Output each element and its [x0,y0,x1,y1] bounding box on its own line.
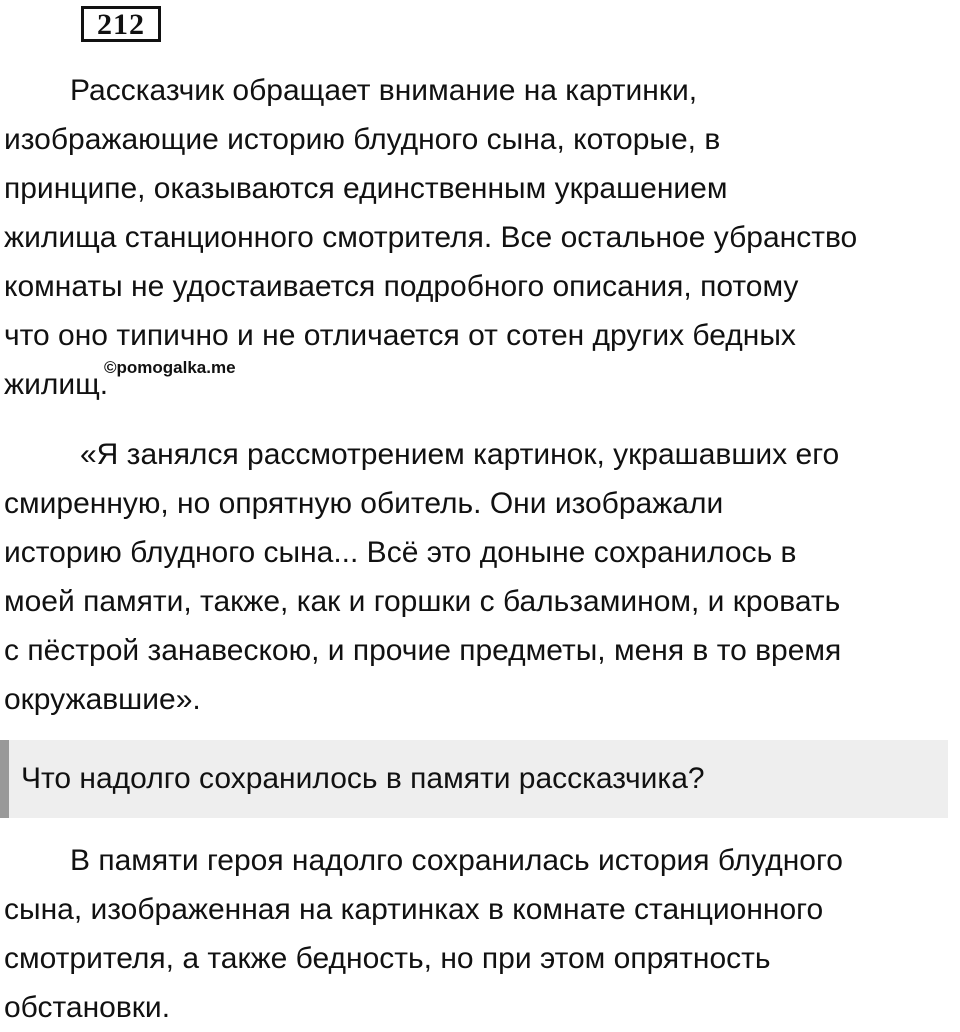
paragraph-line: принципе, оказываются единственным украшением [4,172,728,205]
answer-line: сына, изображенная на картинках в комнате станционного [4,893,824,926]
quote-line: с пёстрой занавескою, и прочие предметы, меня в то время [4,634,842,667]
paragraph-line: комнаты не удостаивается подробного описания, потому [4,270,799,303]
watermark: ©pomogalka.me [104,358,236,377]
quote-line: смиренную, но опрятную обитель. Они изображали [4,487,724,520]
answer-line: В памяти героя надолго сохранилась история блудного [70,844,843,877]
answer-line: смотрителя, а также бедность, но при этом опрятность [4,942,771,975]
question-text: Что надолго сохранилось в памяти рассказчика? [21,762,705,795]
quote-line: моей памяти, также, как и горшки с бальзамином, и кровать [4,585,841,618]
paragraph-line: жилища станционного смотрителя. Все остальное убранство [4,221,858,254]
quote-line: историю блудного сына... Всё это доныне сохранилось в [4,536,797,569]
page-number-badge: 212 [81,6,161,42]
answer-paragraph [4,836,960,1032]
paragraph-line: Рассказчик обращает внимание на картинки, [70,74,698,107]
quote-line: «Я занялся рассмотрением картинок, украшавших его [80,438,840,471]
answer-line: обстановки. [4,991,171,1024]
paragraph-line: жилищ. [4,368,109,401]
question-box [0,740,948,818]
quote-line: окружавшие». [4,683,201,716]
quote-paragraph [4,430,960,724]
paragraph-line: что оно типично и не отличается от сотен других бедных [4,319,796,352]
paragraph-line: изображающие историю блудного сына, которые, в [4,123,721,156]
